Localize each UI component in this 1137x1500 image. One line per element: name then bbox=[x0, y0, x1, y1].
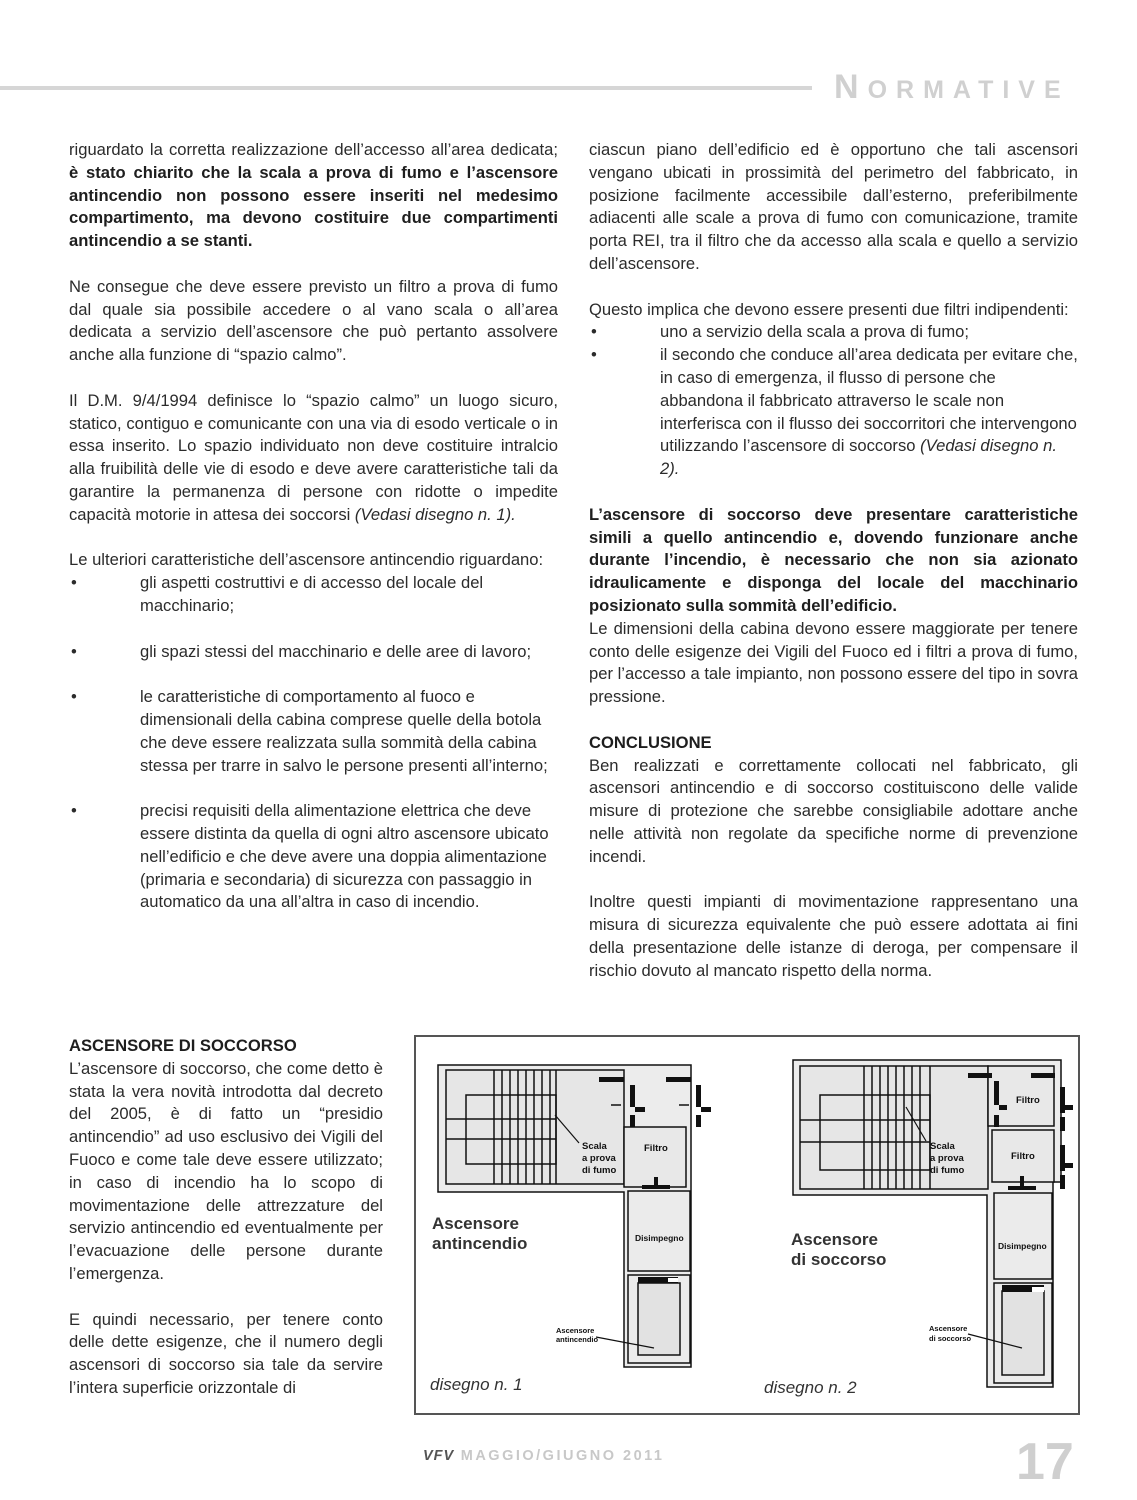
paragraph: ASCENSORE DI SOCCORSO L’ascensore di soccorso, che come detto è stata la vera novità introdotta dal decreto del 2005, è di fatto un “presidio antincendio” ad uso esclusivo dei Vigili del Fuoco e come tale deve essere utilizzato; in caso di incendio ha lo scopo di movimentazione delle attrezzature del servizio antincendio ed eventualmente per l’evacuazione delle persone durante l’emergenza. bbox=[69, 1036, 383, 1283]
floor-plan-drawings bbox=[416, 1037, 1078, 1413]
drawing-2 bbox=[791, 1060, 1073, 1387]
paragraph: ciascun piano dell’edificio ed è opportuno che tali ascensori vengano ubicati in prossimità del perimetro del fabbricato, in posizione facilmente accessibile dall’esterno, preferibilmente adiacenti alle scale a prova di fumo con comunicazione, tramite porta REI, tra il filtro che da accesso alla scala e quello a servizio dell’ascensore. bbox=[589, 140, 1078, 273]
bullet-icon: • bbox=[591, 345, 597, 365]
floor-plan-figure bbox=[414, 1035, 1080, 1415]
list-item: • le caratteristiche di comportamento al fuoco e dimensionali della cabina comprese quelle della botola che deve essere realizzata sulla sommità della cabina stessa per trarre in salvo le persone presenti all’interno; bbox=[71, 687, 548, 775]
section-heading-conclusione: CONCLUSIONE bbox=[589, 732, 712, 752]
svg-text:di soccorso: di soccorso bbox=[929, 1334, 972, 1343]
figure-caption-2: disegno n. 2 bbox=[764, 1378, 857, 1397]
svg-text:Scala: Scala bbox=[582, 1141, 607, 1152]
figure-reference: (Vedasi disegno n. 1). bbox=[354, 504, 516, 524]
bullet-list bbox=[589, 321, 1078, 481]
svg-text:Ascensore: Ascensore bbox=[556, 1326, 595, 1335]
bullet-icon: • bbox=[591, 322, 597, 342]
paragraph: Le dimensioni della cabina devono essere maggiorate per tenere conto delle esigenze dei Vigili del Fuoco ed i filtri a prova di fumo, per l’accesso a tale impianto, non possono essere del tipo in sovra pressione. bbox=[589, 618, 1078, 707]
bullet-icon: • bbox=[71, 801, 77, 821]
bold-text: L’ascensore di soccorso deve presentare caratteristiche simili a quello antincendio e, dovendo funzionare anche durante l’incendio, è necessario che non sia azionato idraulicamente e disponga del locale del macchinario posizionato sulla sommità dell’edificio. bbox=[589, 504, 1078, 615]
section-heading-ascensore-soccorso: ASCENSORE DI SOCCORSO bbox=[69, 1036, 297, 1055]
drawing-title: Ascensore bbox=[432, 1214, 519, 1233]
svg-text:a prova: a prova bbox=[930, 1153, 964, 1164]
svg-text:a prova: a prova bbox=[582, 1153, 616, 1164]
drawing-title: Ascensore bbox=[791, 1230, 878, 1249]
svg-text:Ascensore: Ascensore bbox=[929, 1324, 968, 1333]
list-item: • uno a servizio della scala a prova di fumo; bbox=[589, 321, 1078, 344]
svg-text:Scala: Scala bbox=[930, 1141, 955, 1152]
paragraph bbox=[589, 504, 1078, 618]
filter-label: Filtro bbox=[1011, 1151, 1035, 1162]
magazine-brand: VFV bbox=[423, 1448, 455, 1464]
filter-label: Filtro bbox=[1016, 1095, 1040, 1106]
paragraph: riguardato la corretta realizzazione dell’accesso all’area dedicata; è stato chiarito che la scala a prova di fumo e l’ascensore antincendio non possono essere inseriti nel medesimo compartimento, ma devono costituire due compartimenti antincendio a se stanti. bbox=[69, 140, 558, 251]
lobby-label: Disimpegno bbox=[635, 1233, 684, 1243]
paragraph: CONCLUSIONE Ben realizzati e correttamente collocati nel fabbricato, gli ascensori antincendio e di soccorso costituiscono delle valide misure di protezione che sarebbe consigliabile adottare anche nelle attività non regolate da specifiche norme di prevenzione incendi. bbox=[589, 732, 1078, 866]
paragraph: Il D.M. 9/4/1994 definisce lo “spazio calmo” un luogo sicuro, statico, contiguo e comunicante con una via di esodo verticale o in essa inserito. Lo spazio individuato non deve costituire intralcio alla fruibilità delle vie di esodo e deve avere caratteristiche tali da garantire la permanenza di persone con ridotte o impedite capacità motorie in attesa dei soccorsi (Vedasi disegno n. 1). bbox=[69, 390, 558, 524]
figure-caption-1: disegno n. 1 bbox=[430, 1375, 523, 1394]
lobby-label: Disimpegno bbox=[998, 1241, 1047, 1251]
svg-text:antincendio: antincendio bbox=[556, 1335, 599, 1344]
list-item: • precisi requisiti della alimentazione elettrica che deve essere distinta da quella di ogni altro ascensore ubicato nell’edificio e che deve avere una doppia alimentazione (primaria e secondaria) di sicurezza con passaggio in automatico da una all’altra in caso di incendio. bbox=[71, 801, 549, 912]
narrow-column bbox=[69, 1035, 383, 1423]
header-rule bbox=[0, 86, 812, 90]
bullet-icon: • bbox=[71, 641, 77, 661]
list-item: • gli spazi stessi del macchinario e delle aree di lavoro; bbox=[69, 641, 558, 664]
bullet-list bbox=[69, 572, 558, 914]
paragraph: Le ulteriori caratteristiche dell’ascensore antincendio riguardano: bbox=[69, 550, 544, 570]
drawing-1 bbox=[432, 1065, 711, 1367]
footer bbox=[423, 1448, 664, 1464]
section-title-initial: N bbox=[834, 68, 868, 106]
list-item: • il secondo che conduce all’area dedicata per evitare che, in caso di emergenza, il flusso di persone che abbandona il fabbricato attraverso le scale non interferisca con il flusso dei soccorritori che intervengono utilizzando l’ascensore di soccorso (Vedasi disegno n. 2). bbox=[591, 345, 1078, 479]
paragraph: E quindi necessario, per tenere conto delle dette esigenze, che il numero degli ascensori di soccorso sia tale da servire l’intera superficie orizzontale di bbox=[69, 1309, 383, 1397]
svg-text:di fumo: di fumo bbox=[930, 1165, 965, 1176]
drawing-title: di soccorso bbox=[791, 1250, 887, 1269]
paragraph: Questo implica che devono essere presenti due filtri indipendenti: bbox=[589, 299, 1069, 319]
bullet-icon: • bbox=[71, 687, 77, 707]
left-column bbox=[69, 139, 558, 914]
filter-label: Filtro bbox=[644, 1143, 668, 1154]
section-title bbox=[834, 68, 1070, 107]
paragraph: Ne consegue che deve essere previsto un filtro a prova di fumo dal quale sia possibile accedere o al vano scala o all’area dedicata a servizio dell’ascensore che può pertanto assolvere anche alla funzione di “spazio calmo”. bbox=[69, 276, 558, 365]
svg-text:di fumo: di fumo bbox=[582, 1165, 617, 1176]
drawing-title: antincendio bbox=[432, 1234, 528, 1253]
section-title-rest: ORMATIVE bbox=[867, 76, 1070, 104]
bold-text: è stato chiarito che la scala a prova di fumo e l’ascensore antincendio non possono essere inseriti nel medesimo compartimento, ma devono costituire due compartimenti antincendio a se stanti. bbox=[69, 162, 558, 251]
page-number: 17 bbox=[1016, 1433, 1074, 1491]
paragraph: Inoltre questi impianti di movimentazione rappresentano una misura di sicurezza equivalente che può essere adottata ai fini della presentazione delle istanze di deroga, per compensare il rischio dovuto al mancato rispetto della norma. bbox=[589, 892, 1078, 980]
bullet-icon: • bbox=[71, 573, 77, 593]
list-item: • gli aspetti costruttivi e di accesso del locale del macchinario; bbox=[71, 573, 484, 615]
issue-date: MAGGIO/GIUGNO 2011 bbox=[460, 1448, 665, 1464]
right-column bbox=[589, 139, 1078, 1005]
figure-reference: (Vedasi disegno n. 2). bbox=[660, 436, 1057, 479]
